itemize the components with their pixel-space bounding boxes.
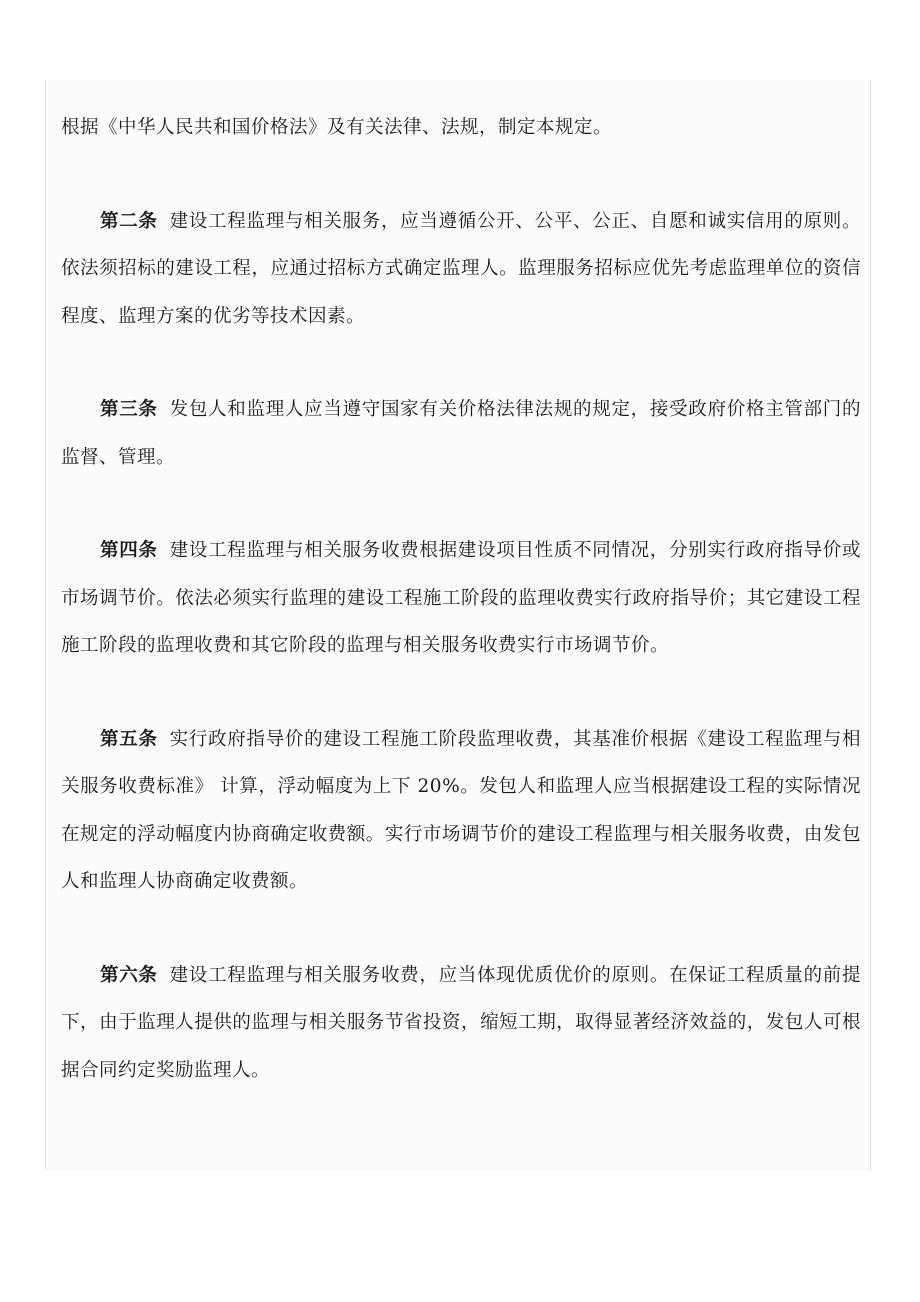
article-number: 第五条 [100, 728, 158, 750]
paragraph-gap [61, 906, 861, 952]
article-6 [61, 952, 861, 1095]
paragraph-gap [61, 670, 861, 716]
article-text: 实行政府指导价的建设工程施工阶段监理收费，其基准价根据《建设工程监理与相关服务收费标准》 计算，浮动幅度为上下 20%。发包人和监理人应当根据建设工程的实际情况在规定的浮动幅度内协商确定收费额。实行市场调节价的建设工程监理与相关服务收费，由发包人和监理人协商确定收费额。 [61, 728, 861, 892]
article-number: 第四条 [100, 540, 158, 561]
article-text: 建设工程监理与相关服务，应当遵循公开、公平、公正、自愿和诚实信用的原则。依法须招标的建设工程，应通过招标方式确定监理人。监理服务招标应优先考虑监理单位的资信程度、监理方案的优劣等技术因素。 [61, 210, 861, 327]
article-text: 建设工程监理与相关服务收费，应当体现优质优价的原则。在保证工程质量的前提下，由于监理人提供的监理与相关服务节省投资，缩短工期，取得显著经济效益的，发包人可根据合同约定奖励监理人。 [61, 964, 861, 1081]
article-5 [61, 716, 861, 906]
article-4 [61, 527, 861, 670]
article-number: 第二条 [100, 210, 158, 232]
article-text: 发包人和监理人应当遵守国家有关价格法律法规的规定，接受政府价格主管部门的监督、管理。 [61, 399, 861, 468]
article-text: 建设工程监理与相关服务收费根据建设项目性质不同情况，分别实行政府指导价或市场调节价。依法必须实行监理的建设工程施工阶段的监理收费实行政府指导价；其它建设工程施工阶段的监理收费和其它阶段的监理与相关服务收费实行市场调节价。 [61, 540, 861, 656]
article-number: 第六条 [100, 964, 158, 986]
paragraph-gap [61, 152, 861, 198]
intro-paragraph: 根据《中华人民共和国价格法》及有关法律、法规，制定本规定。 [61, 117, 613, 138]
article-3 [61, 386, 861, 481]
paragraph-gap [61, 340, 861, 386]
document-body [61, 104, 861, 1094]
article-number: 第三条 [100, 399, 158, 420]
paragraph-gap [61, 481, 861, 527]
article-2 [61, 198, 861, 341]
